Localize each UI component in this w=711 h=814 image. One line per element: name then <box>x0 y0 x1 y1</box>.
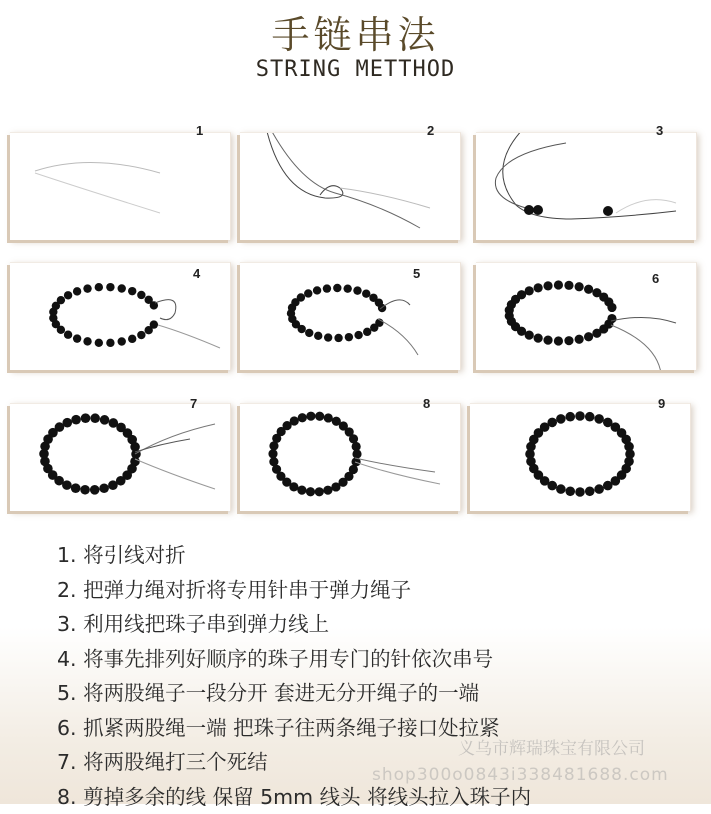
bead-icon <box>95 283 103 291</box>
bead-icon <box>144 326 152 334</box>
panel-number: 7 <box>190 396 197 411</box>
page-title: 手链串法 <box>0 4 711 59</box>
bead-icon <box>584 285 593 294</box>
bead-icon <box>130 442 140 452</box>
bead-icon <box>534 334 543 343</box>
bead-icon <box>297 486 306 495</box>
watermark-url: shop300o0843i338481688.com <box>372 765 669 785</box>
bead-icon <box>268 449 277 458</box>
bead-icon <box>64 291 72 299</box>
step-panel-6 <box>476 262 697 370</box>
bead-icon <box>83 337 91 345</box>
bead-icon <box>343 284 351 292</box>
bead-icon <box>333 284 341 292</box>
bead-icon <box>547 418 557 428</box>
bead-icon <box>362 290 370 298</box>
instruction-step: 2. 把弹力绳对折将专用针串于弹力绳子 <box>57 573 531 608</box>
bead-icon <box>64 331 72 339</box>
instruction-step: 8. 剪掉多余的线 保留 5mm 线头 将线头拉入珠子内 <box>57 780 531 814</box>
bead-icon <box>594 484 604 494</box>
panel-number: 6 <box>652 271 659 286</box>
bead-icon <box>556 414 566 424</box>
bead-icon <box>592 329 601 338</box>
bead-icon <box>81 413 91 423</box>
bead-icon <box>575 282 584 291</box>
bead-icon <box>370 323 378 331</box>
bead-icon <box>331 482 340 491</box>
bead-icon <box>298 413 307 422</box>
bead-icon <box>525 286 534 295</box>
bead-icon <box>306 412 315 421</box>
step-panel-2 <box>240 132 461 240</box>
bead-icon <box>100 415 110 425</box>
bead-icon <box>334 334 342 342</box>
bead-icon <box>95 339 103 347</box>
bead-icon <box>137 291 145 299</box>
bead-icon <box>83 284 91 292</box>
bead-icon <box>315 487 324 496</box>
bead-icon <box>534 283 543 292</box>
bead-icon <box>128 287 136 295</box>
bead-icon <box>118 337 126 345</box>
bead-icon <box>324 413 333 422</box>
bead-icon <box>80 485 90 495</box>
bead-icon <box>323 284 331 292</box>
bead-icon <box>543 336 552 345</box>
bead-icon <box>603 481 613 491</box>
step-panel-1 <box>10 132 231 240</box>
bead-icon <box>323 486 332 495</box>
step-panel-8 <box>240 403 461 511</box>
bead-icon <box>57 296 65 304</box>
instruction-step: 4. 将事先排列好顺序的珠子用专门的针依次串号 <box>57 642 531 677</box>
bead-icon <box>345 333 353 341</box>
panel-number: 8 <box>423 396 430 411</box>
bead-icon <box>90 413 100 423</box>
page-subtitle: STRING METTHOD <box>0 57 711 82</box>
instruction-step: 1. 将引线对折 <box>57 538 531 573</box>
bead-icon <box>99 483 109 493</box>
bead-icon <box>575 335 584 344</box>
bead-icon <box>565 486 575 496</box>
bead-icon <box>137 331 145 339</box>
bead-icon <box>305 329 313 337</box>
bead-icon <box>108 480 118 490</box>
bead-icon <box>585 486 595 496</box>
bead-icon <box>352 442 361 451</box>
panel-number: 1 <box>196 123 203 138</box>
bead-icon <box>543 281 552 290</box>
bead-icon <box>304 289 312 297</box>
bead-icon <box>594 414 604 424</box>
bead-icon <box>585 412 595 422</box>
bead-icon <box>73 334 81 342</box>
panel-number: 9 <box>658 396 665 411</box>
bead-icon <box>554 280 563 289</box>
step-panel-3 <box>476 132 697 240</box>
bead-icon <box>71 483 81 493</box>
panel-number: 5 <box>413 266 420 281</box>
bead-icon <box>575 411 585 421</box>
bead-icon <box>297 293 305 301</box>
bead-icon <box>353 286 361 294</box>
bead-icon <box>106 339 114 347</box>
bead-icon <box>554 336 563 345</box>
bead-icon <box>575 487 585 497</box>
bead-icon <box>128 335 136 343</box>
bead-icon <box>607 303 616 312</box>
instruction-step: 6. 抓紧两股绳一端 把珠子往两条绳子接口处拉紧 <box>57 711 531 746</box>
watermark-company: 义乌市辉瑞珠宝有限公司 <box>458 734 645 759</box>
instruction-step: 5. 将两股绳子一段分开 套进无分开绳子的一端 <box>57 676 531 711</box>
bead-icon <box>306 487 315 496</box>
bead-icon <box>73 287 81 295</box>
panel-number: 2 <box>427 123 434 138</box>
bead-icon <box>324 333 332 341</box>
bead-icon <box>584 332 593 341</box>
bead-icon <box>314 332 322 340</box>
bead-icon <box>118 284 126 292</box>
panel-number: 4 <box>193 266 200 281</box>
bead-icon <box>565 412 575 422</box>
bead-icon <box>354 331 362 339</box>
step-panel-5 <box>240 262 461 370</box>
bead-icon <box>315 412 324 421</box>
bead-icon <box>624 442 634 452</box>
bead-icon <box>564 281 573 290</box>
bead-icon <box>363 328 371 336</box>
bead-icon <box>106 283 114 291</box>
bead-icon <box>62 418 72 428</box>
step-panel-9 <box>470 403 691 511</box>
instruction-step: 7. 将两股绳打三个死结 <box>57 745 531 780</box>
bead-icon <box>90 485 100 495</box>
bead-icon <box>269 457 278 466</box>
bead-icon <box>290 416 299 425</box>
step-panel-7 <box>10 403 231 511</box>
bead-icon <box>564 336 573 345</box>
step-panel-4 <box>10 262 231 370</box>
bead-icon <box>71 415 81 425</box>
bead-icon <box>556 484 566 494</box>
instruction-step: 3. 利用线把珠子串到弹力线上 <box>57 607 531 642</box>
bead-icon <box>313 286 321 294</box>
panel-number: 3 <box>656 123 663 138</box>
